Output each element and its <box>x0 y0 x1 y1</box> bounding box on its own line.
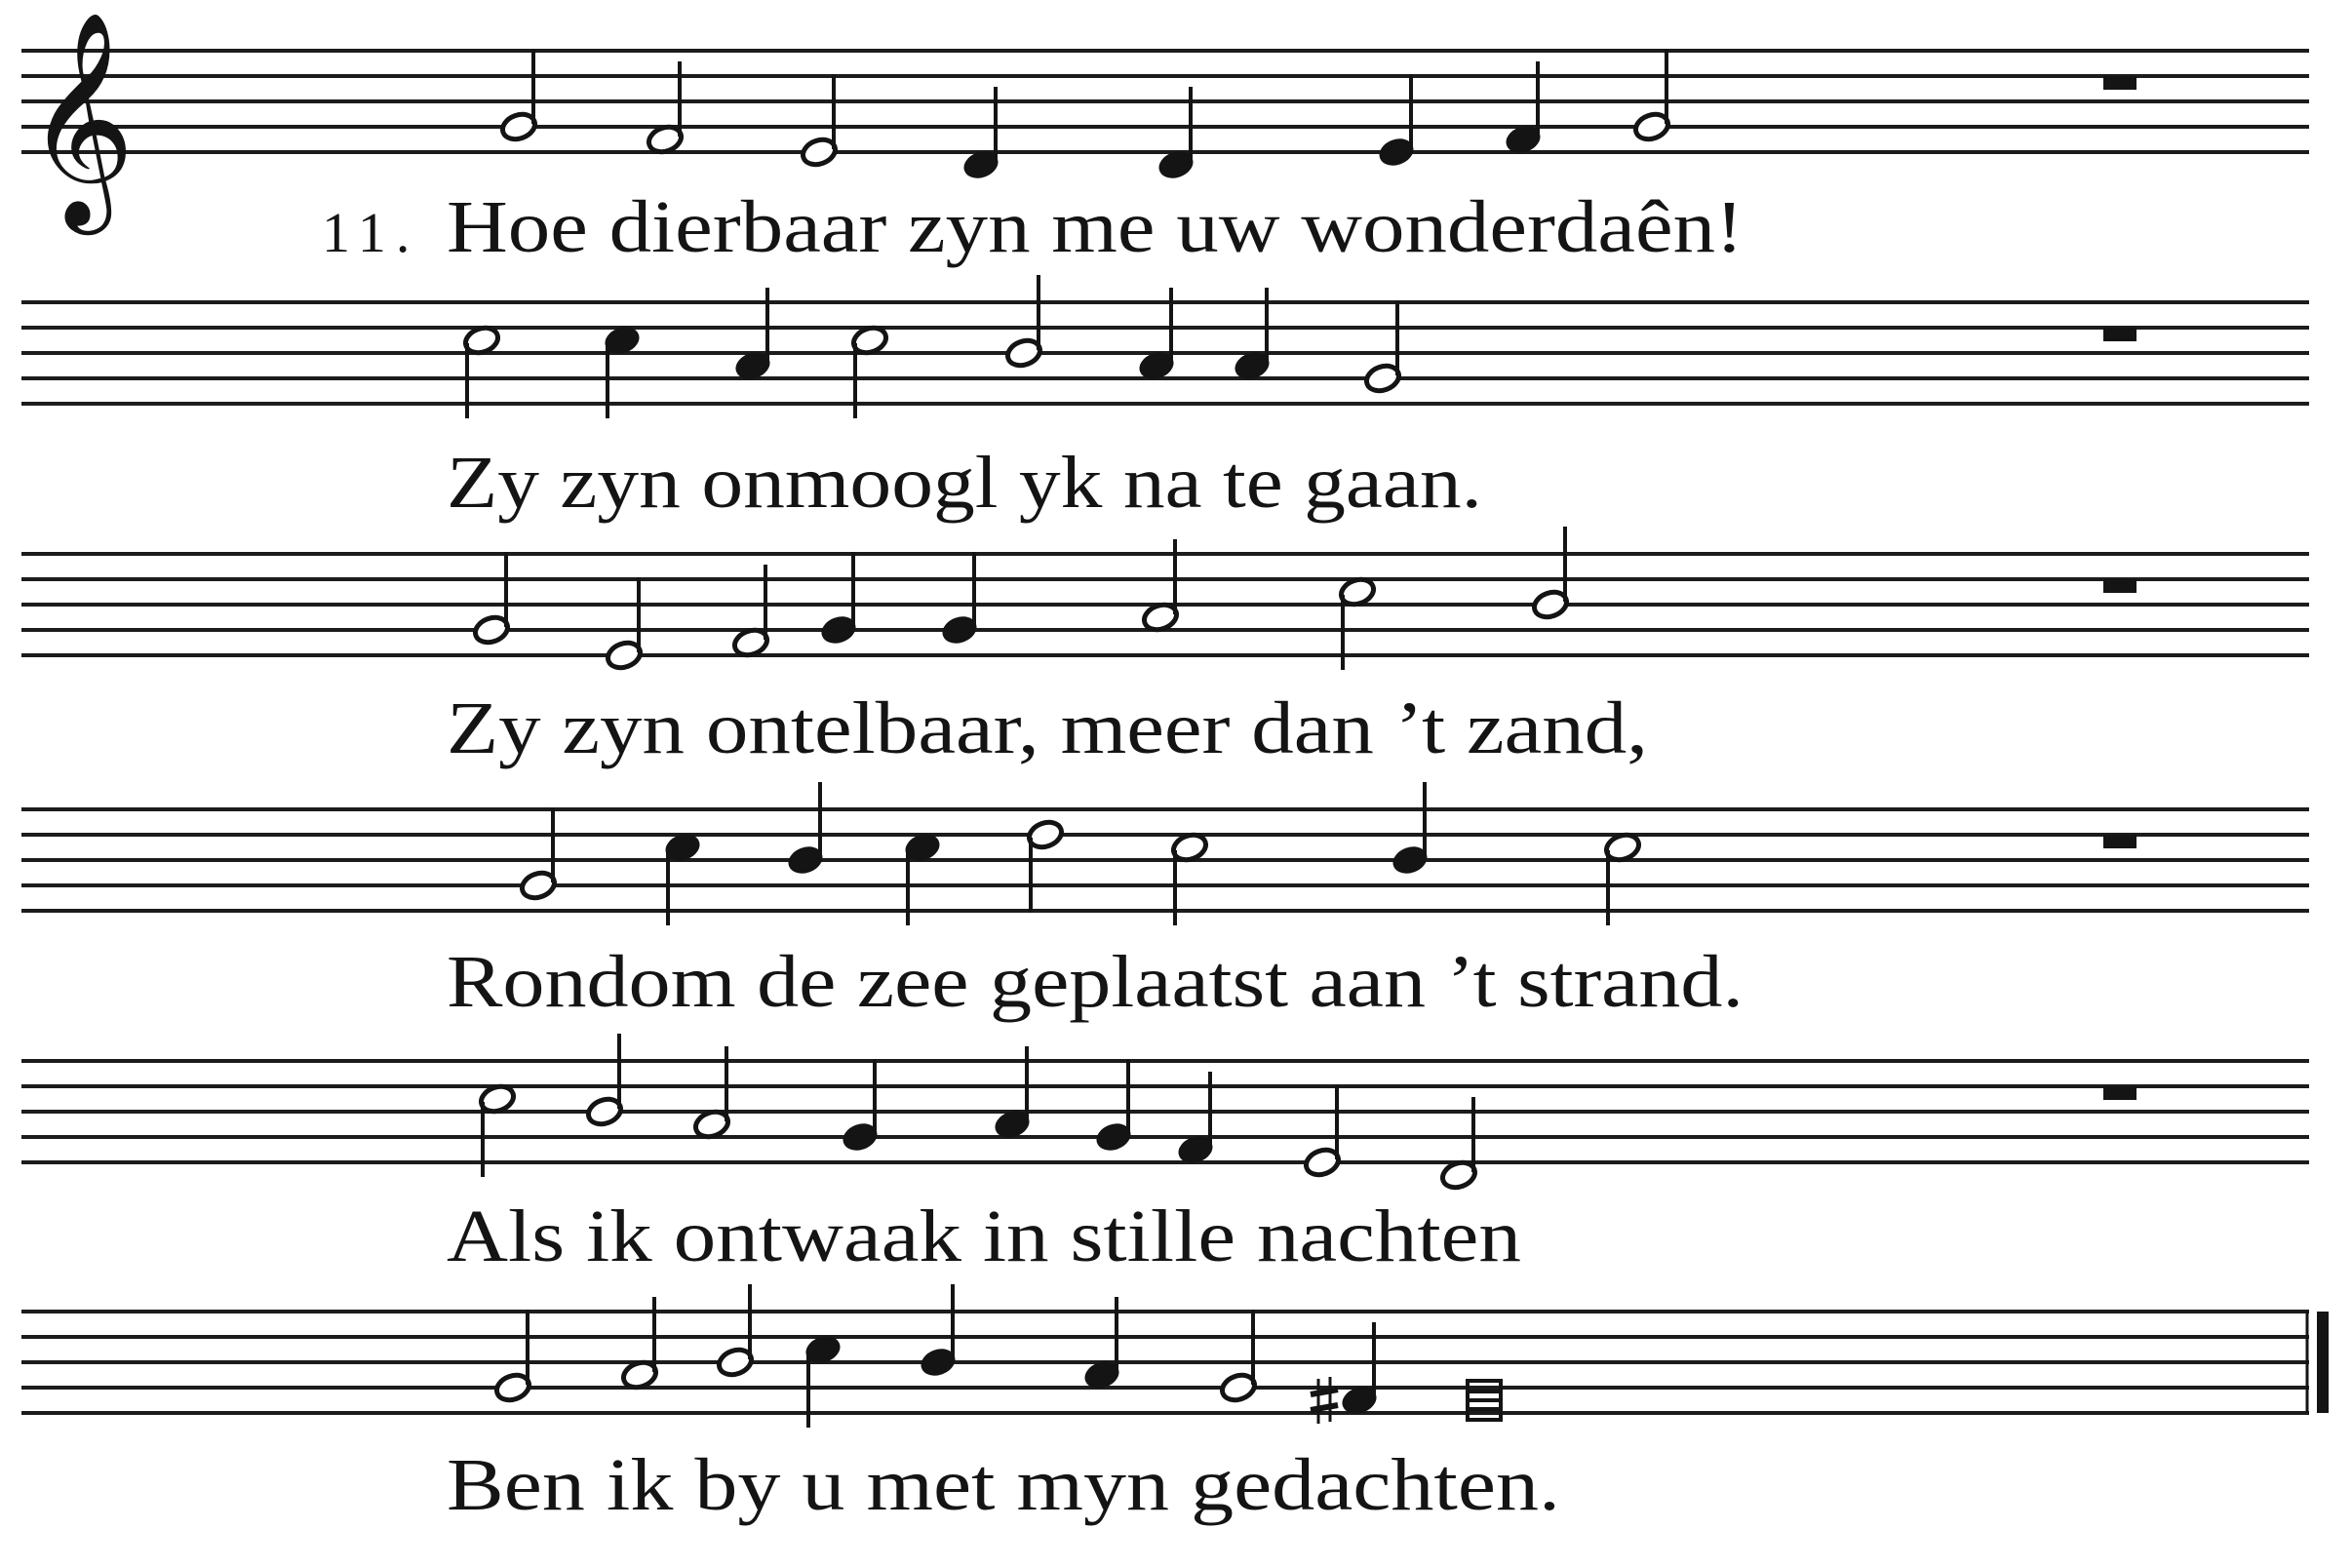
lyric-line-6: Ben ik by u met myn gedachten. <box>447 1444 1560 1526</box>
final-barline <box>2317 1312 2329 1413</box>
half-rest-icon <box>2103 328 2136 341</box>
lyric-line-4: Rondom de zee geplaatst aan ’t strand. <box>447 941 1744 1023</box>
half-rest-icon <box>2103 1086 2136 1100</box>
sharp-icon <box>1311 1405 1338 1410</box>
sharp-icon <box>1311 1390 1338 1394</box>
lyric-line-1: Hoe dierbaar zyn me uw wonderdaên! <box>447 186 1744 268</box>
treble-clef-icon: 𝄞 <box>25 10 136 225</box>
verse-number: 11. <box>322 201 420 264</box>
lyric-line-3: Zy zyn ontelbaar, meer dan ’t zand, <box>447 687 1648 769</box>
half-rest-icon <box>2103 579 2136 593</box>
lyric-line-5: Als ik ontwaak in stille nachten <box>447 1196 1521 1277</box>
half-rest-icon <box>2103 76 2136 90</box>
lyric-line-2: Zy zyn onmoogl yk na te gaan. <box>447 442 1482 524</box>
half-rest-icon <box>2103 835 2136 848</box>
